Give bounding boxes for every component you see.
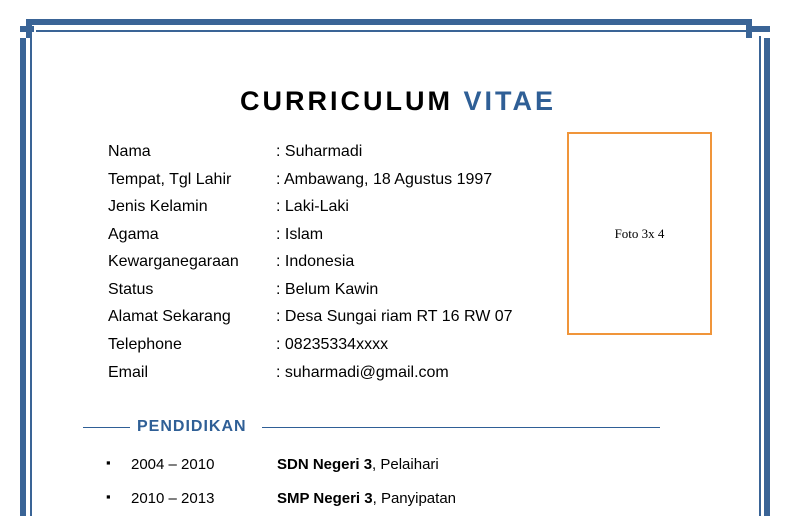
frame-corner-top-right bbox=[752, 26, 770, 32]
field-value: : Desa Sungai riam RT 16 RW 07 bbox=[276, 308, 513, 325]
field-value: : Indonesia bbox=[276, 253, 355, 270]
school-place: , Pelaihari bbox=[372, 456, 439, 473]
photo-label: Foto 3x 4 bbox=[614, 226, 665, 241]
frame-corner-top-right-vertical bbox=[746, 19, 752, 38]
education-school bbox=[277, 456, 439, 473]
education-years: 2004 – 2010 bbox=[131, 456, 215, 473]
field-value: : suharmadi@gmail.com bbox=[276, 364, 449, 381]
frame-top-border bbox=[27, 19, 749, 25]
field-value: : 08235334xxxx bbox=[276, 336, 389, 353]
title-accent: VITAE bbox=[463, 86, 556, 116]
title-main: CURRICULUM bbox=[239, 86, 453, 116]
field-label: Telephone bbox=[108, 336, 182, 353]
frame-inner-top-border bbox=[36, 30, 756, 32]
field-value: : Suharmadi bbox=[276, 143, 363, 160]
frame-corner-top-left-vertical bbox=[26, 19, 32, 38]
section-heading-education: PENDIDIKAN bbox=[137, 418, 247, 435]
field-label: Email bbox=[108, 364, 149, 381]
field-label: Status bbox=[108, 281, 154, 298]
field-label: Jenis Kelamin bbox=[108, 198, 208, 215]
field-value: : Islam bbox=[276, 226, 324, 243]
bullet-icon: ▪ bbox=[106, 489, 111, 504]
photo-placeholder bbox=[567, 132, 712, 335]
field-value: : Laki-Laki bbox=[276, 198, 349, 215]
field-label: Nama bbox=[108, 143, 151, 160]
education-school bbox=[277, 490, 456, 507]
field-value: : Ambawang, 18 Agustus 1997 bbox=[276, 171, 493, 188]
document-title bbox=[0, 86, 792, 117]
field-label: Kewarganegaraan bbox=[108, 253, 239, 270]
field-value: : Belum Kawin bbox=[276, 281, 379, 298]
field-label: Alamat Sekarang bbox=[108, 308, 231, 325]
school-name: SMP Negeri 3 bbox=[277, 490, 373, 507]
field-label: Tempat, Tgl Lahir bbox=[108, 171, 232, 188]
bullet-icon: ▪ bbox=[106, 455, 111, 470]
section-divider-left bbox=[83, 427, 130, 428]
education-years: 2010 – 2013 bbox=[131, 490, 215, 507]
school-name: SDN Negeri 3 bbox=[277, 456, 373, 473]
school-place: , Panyipatan bbox=[372, 490, 457, 507]
field-label: Agama bbox=[108, 226, 159, 243]
section-divider-right bbox=[262, 427, 660, 428]
